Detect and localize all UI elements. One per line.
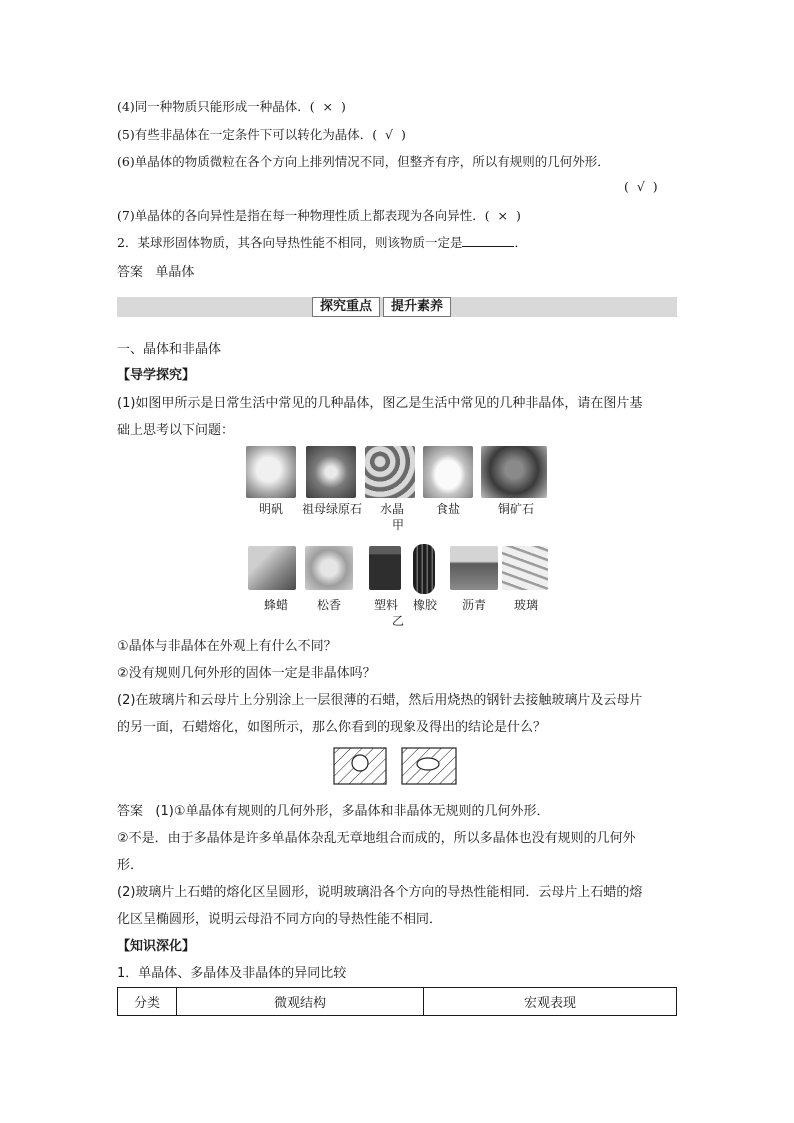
intro-line-2: 础上思考以下问题：: [117, 423, 235, 438]
glass-photo: [502, 546, 548, 590]
table-header-row: [118, 988, 677, 1016]
caption-emerald: 祖母绿原石: [301, 502, 362, 516]
caption-alum: 明矾: [258, 502, 283, 516]
answer-2-line-4: (2)玻璃片上石蜡的熔化区呈圆形，说明玻璃沿各个方向的导热性能相同．云母片上石蜡的熔: [117, 885, 643, 900]
knowledge-label: 【知识深化】: [117, 939, 196, 954]
circle-melt-zone: [352, 755, 368, 771]
judgment-4: (4)同一种物质只能形成一种晶体．( × ): [117, 99, 346, 114]
header-micro-structure: 微观结构: [177, 988, 424, 1016]
answer-2-line-2: ②不是．由于多晶体是许多单晶体杂乱无章地组合而成的，所以多晶体也没有规则的几何外: [117, 831, 636, 846]
caption-quartz: 水晶: [379, 502, 404, 516]
caption-beeswax: 蜂蜡: [263, 598, 288, 612]
question-2: 2．某球形固体物质，其各向导热性能不相同，则该物质一定是 ．: [117, 235, 527, 250]
caption-rubber: 橡胶: [412, 598, 437, 612]
answer-2-line-3: 形．: [117, 858, 144, 873]
caption-rosin: 松香: [316, 598, 341, 612]
beeswax-photo: [248, 546, 296, 590]
wax-melting-diagram: [330, 746, 462, 786]
asphalt-road-photo: [450, 546, 498, 590]
header-macro-behavior: 宏观表现: [424, 988, 677, 1016]
copper-ore-photo: [481, 446, 547, 498]
caption-plastic: 塑料: [373, 598, 398, 612]
plastic-bin-photo: [369, 546, 401, 590]
caption-salt: 食盐: [435, 502, 460, 516]
caption-asphalt: 沥青: [461, 598, 486, 612]
guide-label: 【导学探究】: [117, 368, 196, 383]
judgment-6-answer: ( √ ): [624, 179, 658, 194]
ellipse-melt-zone: [417, 758, 439, 770]
check-mark: √: [636, 179, 645, 194]
judgment-7: (7)单晶体的各向异性是指在每一种物理性质上都表现为各向异性．( × ): [117, 208, 521, 223]
question-wax-line-1: (2)在玻璃片和云母片上分别涂上一层很薄的石蜡，然后用烧热的钢针去接触玻璃片及云母片: [117, 693, 643, 708]
rubber-tire-photo: [413, 544, 435, 594]
section-title: 一、晶体和非晶体: [117, 342, 222, 357]
question-crystal-appearance: ①晶体与非晶体在外观上有什么不同？: [117, 639, 337, 654]
rosin-photo: [305, 546, 353, 590]
answer-2-line-1: 答案 (1)①单晶体有规则的几何外形，多晶体和非晶体无规则的几何外形．: [117, 804, 550, 819]
cross-mark: ×: [497, 208, 509, 223]
caption-copper-ore: 铜矿石: [497, 502, 534, 516]
answer-blank: [462, 234, 514, 247]
alum-photo: [246, 446, 296, 498]
salt-photo: [423, 446, 473, 498]
group-label-yi: 乙: [391, 614, 404, 628]
compare-title: 1．单晶体、多晶体及非晶体的异同比较: [117, 966, 347, 981]
group-label-jia: 甲: [391, 518, 404, 532]
section-bar-title: 探究重点 提升素养: [312, 297, 454, 317]
header-category: 分类: [118, 988, 177, 1016]
check-mark: √: [385, 127, 394, 142]
glass-plate-diagram: [334, 748, 386, 784]
question-irregular-solid: ②没有规则几何外形的固体一定是非晶体吗？: [117, 666, 376, 681]
comparison-table: [117, 987, 677, 1016]
question-wax-line-2: 的另一面，石蜡熔化，如图所示，那么你看到的现象及得出的结论是什么？: [117, 720, 547, 735]
mica-plate-diagram: [402, 748, 456, 784]
cross-mark: ×: [322, 99, 334, 114]
emerald-photo: [306, 446, 356, 498]
judgment-6: (6)单晶体的物质微粒在各个方向上排列情况不同，但整齐有序，所以有规则的几何外形．: [117, 154, 610, 169]
caption-glass: 玻璃: [513, 598, 538, 612]
answer-1: 答案 单晶体: [117, 265, 195, 280]
quartz-photo: [365, 446, 415, 498]
answer-2-line-5: 化区呈椭圆形，说明云母沿不同方向的导热性能不相同．: [117, 912, 443, 927]
intro-line-1: (1)如图甲所示是日常生活中常见的几种晶体，图乙是生活中常见的几种非晶体，请在图片基: [117, 396, 643, 411]
judgment-5: (5)有些非晶体在一定条件下可以转化为晶体．( √ ): [117, 127, 406, 142]
